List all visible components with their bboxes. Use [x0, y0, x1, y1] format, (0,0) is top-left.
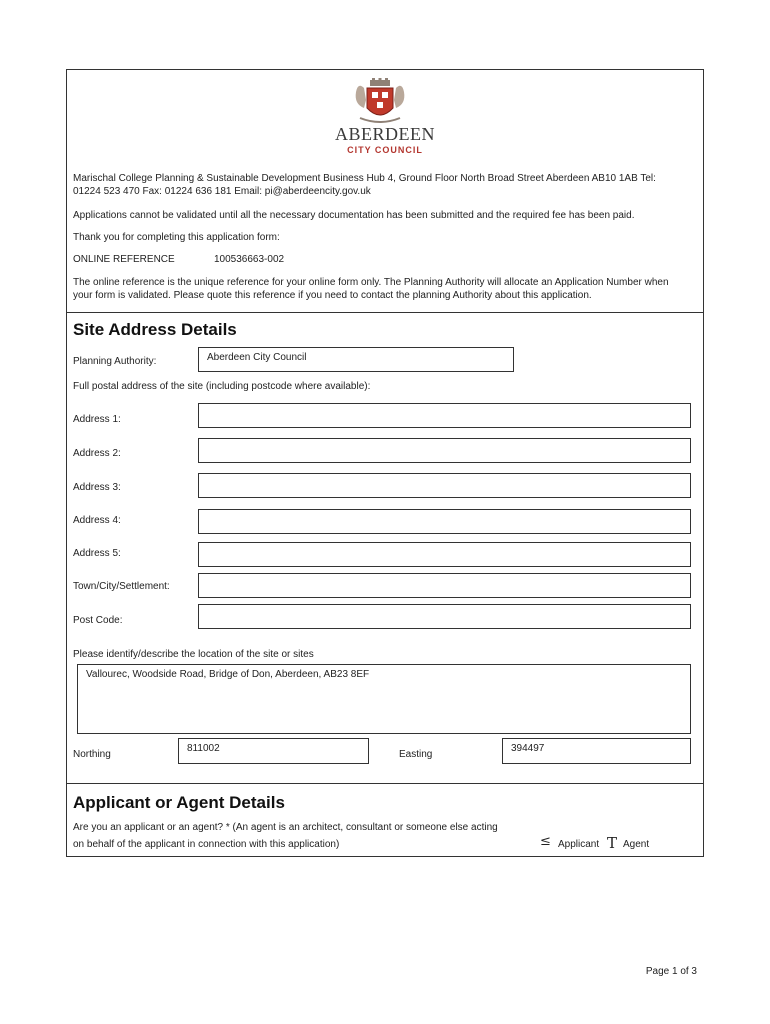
describe-site-textarea[interactable]: Vallourec, Woodside Road, Bridge of Don, Aberdeen, AB23 8EF [77, 664, 691, 734]
address1-label: Address 1: [73, 414, 121, 425]
address2-label: Address 2: [73, 448, 121, 459]
applicant-agent-title: Applicant or Agent Details [73, 793, 285, 812]
applicant-question-line1: Are you an applicant or an agent? * (An agent is an architect, consultant or someone else acting [73, 822, 498, 833]
reference-note-line2: your form is validated. Please quote this reference if you need to contact the planning Authority about this application. [73, 290, 592, 301]
address3-label: Address 3: [73, 482, 121, 493]
address5-input[interactable] [198, 542, 691, 567]
address1-input[interactable] [198, 403, 691, 428]
online-reference-label: ONLINE REFERENCE [73, 254, 175, 265]
page-number: Page 1 of 3 [645, 966, 697, 977]
address5-label: Address 5: [73, 548, 121, 559]
logo-title: ABERDEEN [335, 124, 435, 144]
thanks-note: Thank you for completing this application form: [73, 232, 280, 243]
postcode-input[interactable] [198, 604, 691, 629]
address4-label: Address 4: [73, 515, 121, 526]
applicant-radio[interactable]: ≤ [540, 834, 551, 849]
address3-input[interactable] [198, 473, 691, 498]
agent-option-label: Agent [623, 839, 650, 850]
address4-input[interactable] [198, 509, 691, 534]
crest-icon [350, 78, 410, 126]
validation-note: Applications cannot be validated until all the necessary documentation has been submitted and the required fee has been paid. [73, 210, 635, 221]
council-address-line2: 01224 523 470 Fax: 01224 636 181 Email: pi@aberdeencity.gov.uk [73, 186, 371, 197]
easting-input[interactable]: 394497 [502, 738, 691, 764]
online-reference-value: 100536663-002 [214, 254, 285, 265]
planning-authority-field[interactable]: Aberdeen City Council [198, 347, 514, 372]
town-label: Town/City/Settlement: [73, 581, 170, 592]
describe-site-label: Please identify/describe the location of the site or sites [73, 649, 314, 660]
postal-address-intro: Full postal address of the site (including postcode where available): [73, 381, 371, 392]
planning-authority-label: Planning Authority: [73, 356, 157, 367]
logo-subtitle: CITY COUNCIL [347, 145, 423, 155]
site-address-title: Site Address Details [73, 320, 237, 339]
address2-input[interactable] [198, 438, 691, 463]
northing-label: Northing [73, 749, 111, 760]
postcode-label: Post Code: [73, 615, 123, 626]
easting-label: Easting [399, 749, 433, 760]
council-address-line1: Marischal College Planning & Sustainable Development Business Hub 4, Ground Floor North Broad Street Aberdeen AB10 1AB Tel: [73, 173, 656, 184]
applicant-option-label: Applicant [558, 839, 600, 850]
reference-note-line1: The online reference is the unique reference for your online form only. The Planning Authority will allocate an Application Number when [73, 277, 669, 288]
applicant-question-line2: on behalf of the applicant in connection with this application) [73, 839, 340, 850]
agent-radio[interactable]: T [607, 834, 618, 852]
northing-input[interactable]: 811002 [178, 738, 369, 764]
town-input[interactable] [198, 573, 691, 598]
